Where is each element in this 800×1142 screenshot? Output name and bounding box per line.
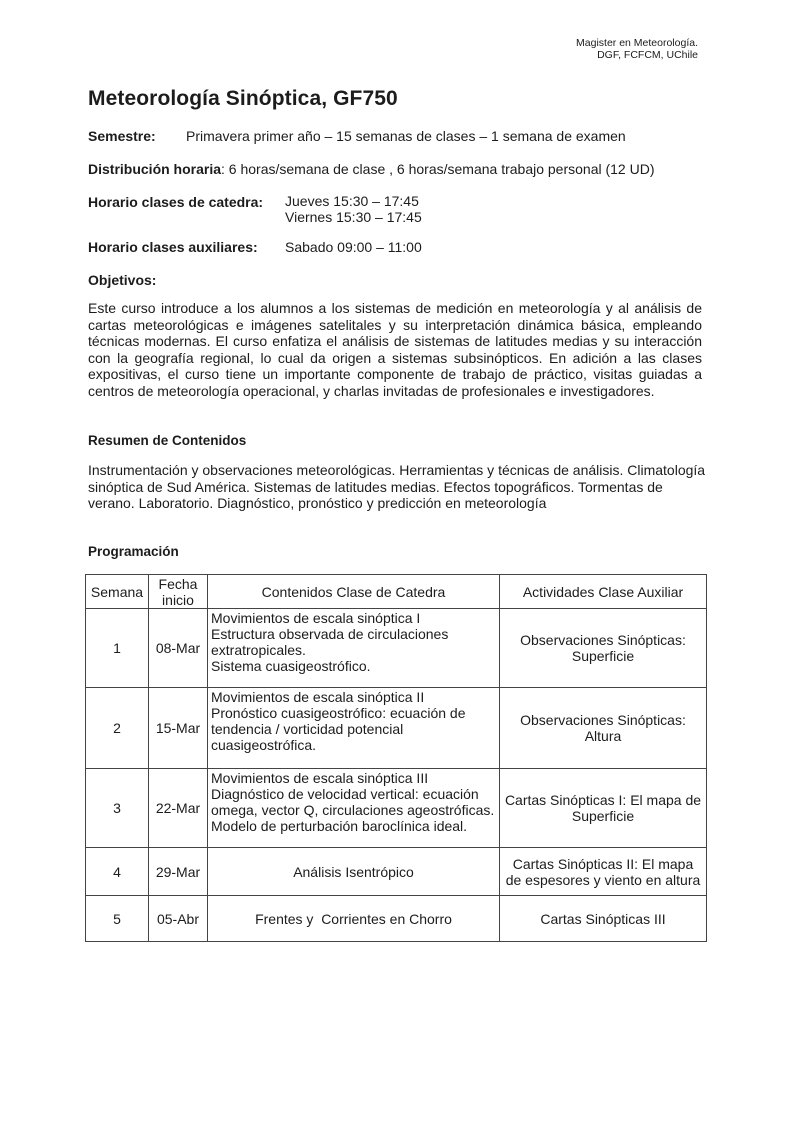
contenidos-line: Movimientos de escala sinóptica I	[211, 610, 421, 626]
contenidos-line: extratropicales.	[211, 642, 306, 658]
distribucion-value: : 6 horas/semana de clase , 6 horas/semana trabajo personal (12 UD)	[221, 161, 655, 177]
col-header-fecha-line2: inicio	[162, 591, 194, 608]
cell-actividades	[500, 769, 707, 848]
cell-fecha: 05-Abr	[149, 896, 208, 942]
objetivos-text: Este curso introduce a los alumnos a los sistemas de medición en meteorología y al análisis de cartas meteorológicas e imágenes satelitales y su interpretación dinámica básica, empleando técnicas modernas. El curso enfatiza el análisis de sistemas de latitudes medias y su interacción con la geografía regional, lo cual da origen a sistemas subsinópticos. En adición a las clases expositivas, el curso tiene un importante componente de trabajo de práctico, visitas guiadas a centros de meteorología operacional, y charlas invitadas de profesionales e investigadores.	[88, 300, 702, 399]
contenidos-line: Frentes y Corrientes en Chorro	[255, 910, 452, 927]
actividades-line: Observaciones Sinópticas:	[520, 712, 686, 728]
horario-catedra-label: Horario clases de catedra:	[88, 194, 264, 210]
horario-catedra-jueves: Jueves 15:30 – 17:45	[285, 193, 419, 209]
actividades-line: Cartas Sinópticas I: El mapa de	[504, 792, 702, 808]
col-header-contenidos: Contenidos Clase de Catedra	[208, 575, 500, 609]
cell-actividades	[500, 609, 707, 688]
table-row	[86, 609, 707, 688]
contenidos-line: Modelo de perturbación baroclínica ideal.	[211, 818, 468, 834]
distribucion-horaria	[88, 161, 654, 177]
program-header	[576, 37, 698, 61]
cell-contenidos	[208, 609, 500, 688]
actividades-line: Cartas Sinópticas III	[540, 910, 666, 927]
cell-semana: 1	[86, 609, 149, 688]
cell-semana: 2	[86, 688, 149, 769]
col-header-fecha	[149, 575, 208, 609]
contenidos-line: omega, vector Q, circulaciones ageostróficas.	[211, 802, 495, 818]
cell-semana: 3	[86, 769, 149, 848]
contenidos-line: Movimientos de escala sinóptica III	[211, 770, 429, 786]
table-row	[86, 896, 707, 942]
horario-catedra-values	[285, 193, 422, 225]
cell-fecha: 29-Mar	[149, 848, 208, 896]
programacion-label: Programación	[88, 544, 179, 559]
semestre-label: Semestre:	[88, 128, 156, 144]
cell-contenidos	[208, 769, 500, 848]
cell-contenidos	[208, 896, 500, 942]
contenidos-line: Movimientos de escala sinóptica II	[211, 689, 425, 705]
cell-contenidos	[208, 848, 500, 896]
resumen-text: Instrumentación y observaciones meteorológicas. Herramientas y técnicas de análisis. Climatología sinóptica de Sud América. Sistemas de latitudes medias. Efectos topográficos. Tormentas de verano. Laboratorio. Diagnóstico, pronóstico y predicción en meteorología	[88, 462, 706, 511]
horario-catedra-viernes: Viernes 15:30 – 17:45	[285, 209, 422, 225]
cell-semana: 5	[86, 896, 149, 942]
cell-fecha: 08-Mar	[149, 609, 208, 688]
table-header-row	[86, 575, 707, 609]
cell-fecha: 15-Mar	[149, 688, 208, 769]
cell-actividades	[500, 688, 707, 769]
table-row	[86, 769, 707, 848]
cell-contenidos	[208, 688, 500, 769]
contenidos-line: cuasigeostrófica.	[211, 737, 317, 753]
table-row	[86, 688, 707, 769]
actividades-line: Observaciones Sinópticas:	[520, 632, 686, 648]
contenidos-line: Sistema cuasigeostrófico.	[211, 658, 371, 674]
actividades-line: Superficie	[571, 648, 635, 664]
semestre-value: Primavera primer año – 15 semanas de clases – 1 semana de examen	[186, 128, 626, 144]
page-title: Meteorología Sinóptica, GF750	[88, 87, 398, 110]
actividades-line: Cartas Sinópticas II: El mapa	[512, 855, 694, 872]
cell-actividades	[500, 848, 707, 896]
contenidos-line: Análisis Isentrópico	[293, 863, 414, 880]
col-header-semana: Semana	[86, 575, 149, 609]
resumen-label: Resumen de Contenidos	[88, 433, 247, 448]
program-name: Magister en Meteorología.	[576, 37, 698, 49]
contenidos-line: tendencia / vorticidad potencial	[211, 721, 404, 737]
col-header-actividades: Actividades Clase Auxiliar	[500, 575, 707, 609]
contenidos-line: Pronóstico cuasigeostrófico: ecuación de	[211, 705, 466, 721]
objetivos-label: Objetivos:	[88, 272, 157, 288]
contenidos-line: Estructura observada de circulaciones	[211, 626, 449, 642]
contenidos-line: Diagnóstico de velocidad vertical: ecuación	[211, 786, 479, 802]
actividades-line: Superficie	[571, 808, 635, 824]
cell-fecha: 22-Mar	[149, 769, 208, 848]
horario-auxiliares-label: Horario clases auxiliares:	[88, 239, 258, 255]
table-row	[86, 848, 707, 896]
actividades-line: Altura	[584, 728, 622, 744]
distribucion-label: Distribución horaria	[88, 161, 222, 177]
col-header-fecha-line1: Fecha	[158, 575, 198, 592]
department-name: DGF, FCFCM, UChile	[597, 49, 698, 61]
horario-auxiliares-value: Sabado 09:00 – 11:00	[285, 239, 422, 255]
actividades-line: de espesores y viento en altura	[505, 871, 701, 888]
cell-semana: 4	[86, 848, 149, 896]
cell-actividades	[500, 896, 707, 942]
schedule-table	[85, 574, 707, 942]
